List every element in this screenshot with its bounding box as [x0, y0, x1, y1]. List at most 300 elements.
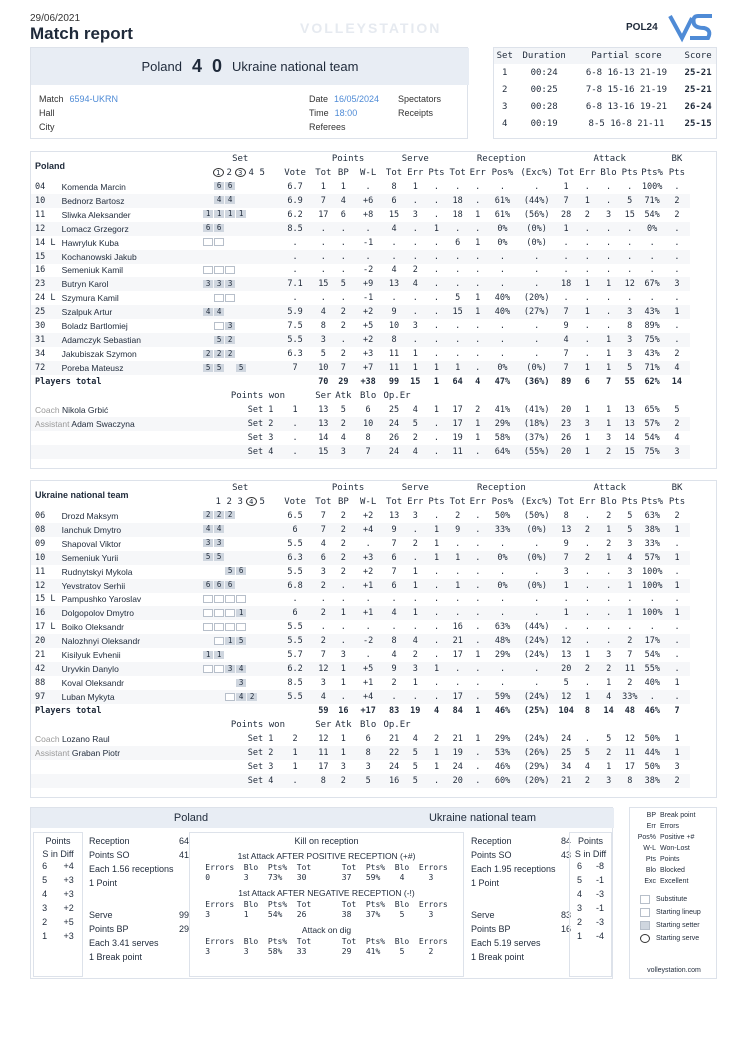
stat-cell: .	[584, 510, 590, 521]
stat-cell: 2	[674, 510, 680, 521]
sum-cell: 4	[584, 761, 590, 772]
stat-cell: 67%	[640, 277, 664, 291]
set-square: 6	[214, 224, 224, 232]
stat-cell: 1	[468, 305, 487, 319]
stat-cell: .	[534, 265, 540, 276]
set-cell: 8-5 16-8 21-11	[588, 118, 665, 129]
stat-cell: .	[664, 222, 690, 236]
set-summary-header	[31, 718, 716, 732]
rotation-s-in: 4	[576, 889, 582, 899]
stat-cell: .	[433, 678, 440, 689]
report-date: 29/06/2021	[30, 13, 81, 24]
player-number: 09	[35, 538, 46, 549]
stat-cell: 7	[391, 538, 397, 549]
stat-cell: 5	[619, 194, 640, 208]
player-number: 11	[35, 566, 46, 577]
stat-cell: .	[584, 678, 590, 689]
hdr-serve: Serve	[401, 482, 429, 493]
stat-cell: 2	[313, 579, 334, 593]
set-label: Set 2	[203, 417, 277, 431]
stat-cell: .	[391, 237, 397, 248]
stat-cell: .	[365, 538, 371, 549]
stat-cell: (0%)	[518, 523, 556, 537]
stat-cell: 33%	[644, 538, 660, 549]
set-label: Set 2	[203, 746, 277, 760]
site-link[interactable]: volleystation.com	[647, 967, 701, 974]
set-cell: 4	[502, 118, 508, 129]
stat-cell: .	[433, 510, 440, 521]
stat-cell: 2	[627, 678, 633, 689]
stat-cell: .	[584, 265, 590, 276]
set-square	[203, 294, 213, 302]
rotation-s-in: 4	[42, 889, 48, 899]
stat-cell: 100%	[642, 580, 663, 591]
rotation-s-in: 2	[42, 917, 48, 927]
set-square	[214, 637, 224, 645]
stat-cell: 8	[627, 321, 633, 332]
stat-cell: 9	[383, 662, 404, 676]
set-cell: 25-21	[684, 84, 712, 95]
kill-right-header: Tot Pts% Blo Errors	[341, 900, 448, 909]
stat-cell: .	[649, 293, 655, 304]
legend-key: Pos%	[637, 834, 656, 841]
sum-cell: 64%	[487, 445, 518, 459]
set-square: 6	[214, 581, 224, 589]
sum-cell: 5	[405, 417, 426, 431]
stat-cell: .	[475, 265, 481, 276]
total-cell: (25%)	[523, 705, 550, 716]
stat-cell: 7	[391, 566, 397, 577]
stat-cell: 2	[412, 265, 418, 276]
stat-cell: .	[598, 305, 619, 319]
stat-cell: .	[468, 361, 487, 375]
player-row	[31, 620, 716, 634]
stat-cell: 38%	[640, 523, 664, 537]
set-number: 3	[235, 168, 246, 177]
stat-cell: 1	[577, 690, 598, 704]
sum-cell: 5	[353, 774, 384, 788]
total-cell: 55	[624, 376, 635, 387]
kill-left-values: 3 1 54% 26	[205, 910, 307, 919]
set-square: 1	[225, 637, 235, 645]
stat-cell: .	[606, 594, 612, 605]
stat-cell: .	[468, 662, 487, 676]
sum-cell: 57%	[640, 417, 664, 431]
rotation-s-in: 5	[42, 875, 48, 885]
stat-label: Each 5.19 serves	[471, 938, 541, 948]
set-square: 4	[236, 693, 246, 701]
kill-left-header: Errors Blo Pts% Tot	[205, 863, 312, 872]
stat-cell: 7	[563, 349, 569, 360]
set-score-row	[494, 64, 716, 81]
stat-cell: +2	[363, 566, 374, 577]
stat-cell: 7	[627, 650, 633, 661]
set-square: 1	[225, 210, 235, 218]
stat-cell: 1	[426, 222, 447, 236]
stat-cell: .	[468, 333, 487, 347]
total-cell: 84	[452, 705, 463, 716]
stat-cell: 63%	[494, 622, 511, 633]
stat-cell: 11	[383, 361, 404, 375]
set-square	[203, 266, 213, 274]
stat-cell: 43%	[640, 305, 664, 319]
total-cell: 14	[671, 376, 682, 387]
set-square	[236, 595, 246, 603]
staff-cell	[31, 445, 203, 459]
hdr-attack: Attack	[593, 482, 627, 493]
page-title: Match report	[30, 24, 133, 43]
sum-cell: 4	[405, 445, 426, 459]
kill-left-header: Errors Blo Pts% Tot	[205, 937, 312, 946]
set-number: 1	[215, 496, 221, 507]
rotation-row	[34, 915, 82, 929]
stat-cell: .	[619, 222, 640, 236]
starting-setter-icon	[640, 921, 650, 930]
stat-cell: 2	[391, 678, 397, 689]
stat-cell: .	[447, 606, 468, 620]
stat-cell: .	[475, 181, 481, 192]
col-duration: Duration	[515, 48, 572, 64]
set-square	[203, 567, 213, 575]
stat-cell: .	[563, 237, 569, 248]
sum-cell: 6	[365, 733, 371, 744]
stat-cell: 33%	[487, 523, 518, 537]
sum-cell: 25	[556, 746, 577, 760]
stat-cell: .	[426, 333, 447, 347]
set-squares	[203, 222, 277, 236]
sum-header: Op.Er	[383, 719, 411, 730]
kill-section-values	[190, 863, 463, 883]
total-cell: 64	[452, 376, 463, 387]
stat-cell: .	[433, 321, 440, 332]
stat-cell: 2	[313, 606, 334, 620]
legend-desc: Starting serve	[656, 935, 700, 942]
stat-label: 1 Break point	[89, 952, 143, 962]
away-points-rotation	[569, 832, 612, 977]
stat-cell: 2	[340, 349, 346, 360]
player-number: 30	[35, 321, 46, 332]
team-table-ukraine	[30, 480, 717, 798]
stat-cell: 54%	[644, 209, 660, 220]
stat-cell: 3	[605, 209, 612, 220]
sum-cell: 2	[412, 432, 418, 443]
stat-cell: 4	[313, 690, 334, 704]
subheader-cell: W-L	[360, 496, 377, 507]
stat-cell: .	[605, 237, 612, 248]
stat-cell: 1	[598, 333, 619, 347]
set-squares	[203, 565, 277, 579]
stat-cell: 57%	[640, 551, 664, 565]
player-row	[31, 277, 716, 291]
player-name: Luban Mykyta	[62, 690, 203, 704]
stat-cell: .	[405, 222, 426, 236]
stat-cell: 1	[619, 606, 640, 620]
staff-cell	[31, 746, 203, 760]
player-name: Dolgopolov Dmytro	[62, 606, 203, 620]
rotation-diff: -1	[595, 903, 604, 913]
sum-cell: 15	[619, 445, 640, 459]
stat-cell: 12	[619, 277, 640, 291]
stat-cell: 1	[577, 361, 598, 375]
stat-cell: 2	[334, 305, 353, 319]
stat-cell: .	[433, 237, 440, 248]
player-number: 88	[35, 678, 46, 689]
staff-role: Assistant	[35, 747, 70, 758]
set-square	[236, 623, 246, 631]
stat-cell: 6.7	[287, 181, 303, 192]
sum-cell: 1	[426, 746, 447, 760]
subheader-cell: Pts%	[641, 496, 664, 507]
stat-value: 16	[560, 924, 571, 934]
sum-cell: 2	[334, 417, 353, 431]
set-square: 3	[203, 280, 213, 288]
sum-cell: 26	[560, 432, 572, 443]
legend-item	[634, 812, 714, 819]
stat-cell: .	[556, 250, 577, 264]
player-name: Komenda Marcin	[61, 181, 126, 192]
player-number: 12	[31, 222, 62, 236]
set-square	[214, 322, 224, 330]
stat-cell: +3	[353, 551, 384, 565]
player-number: 31	[31, 333, 62, 347]
player-name: Hawryluk Kuba	[61, 237, 119, 248]
stat-cell: 15	[388, 209, 400, 220]
stat-cell: (50%)	[523, 510, 550, 521]
sum-header: Ser	[315, 719, 332, 730]
set-square: 5	[203, 553, 213, 561]
scoreboard	[31, 48, 469, 85]
stat-cell: .	[487, 333, 518, 347]
stat-cell: .	[499, 566, 506, 577]
set-squares	[203, 305, 277, 319]
stat-cell: 3	[320, 566, 326, 577]
stat-cell: 54%	[644, 650, 660, 661]
player-number: 11	[35, 209, 46, 220]
set-label: Set 1	[247, 733, 274, 744]
points-won-label: Points won	[230, 390, 285, 401]
set-square: 1	[214, 651, 224, 659]
hall-label: Hall	[39, 108, 55, 118]
stat-cell: .	[468, 523, 487, 537]
sum-cell: 21	[452, 733, 463, 744]
legend-desc: Won-Lost	[660, 845, 690, 852]
player-row	[31, 565, 716, 579]
player-number: 17 L	[35, 622, 56, 633]
player-row	[31, 361, 716, 375]
stat-cell: 1	[577, 277, 598, 291]
sum-cell: 5	[405, 774, 426, 788]
stat-cell: .	[619, 250, 640, 264]
stat-cell: .	[365, 622, 371, 633]
stat-cell: 1	[619, 579, 640, 593]
set-square: 2	[225, 511, 235, 519]
stat-cell: .	[292, 293, 298, 304]
player-row	[31, 236, 716, 250]
sum-cell: 5	[606, 733, 612, 744]
set-square: 3	[214, 539, 224, 547]
kill-left-values: 0 3 73% 30	[205, 873, 307, 882]
hdr-reception: Reception	[476, 482, 526, 493]
kill-left-header: Errors Blo Pts% Tot	[205, 900, 312, 909]
stat-cell: .	[340, 237, 346, 248]
stat-cell: 6.9	[277, 194, 312, 208]
total-cell: 7	[674, 705, 680, 716]
stat-cell: +2	[363, 510, 374, 521]
hdr-points: Points	[331, 482, 365, 493]
rotation-s-in: 2	[576, 917, 582, 927]
hdr-attack: Attack	[593, 153, 626, 164]
set-summary-header	[31, 389, 716, 403]
sum-cell: (37%)	[523, 432, 550, 443]
player-name: Uryvkin Danylo	[62, 662, 203, 676]
stat-cell: .	[674, 237, 680, 248]
stat-cell: 6.2	[277, 662, 312, 676]
rotation-s-in: 3	[576, 903, 582, 913]
total-cell: 15	[410, 376, 421, 387]
set-square: 2	[214, 511, 224, 519]
stat-label: Each 3.41 serves	[89, 938, 159, 948]
stat-cell: 4	[313, 305, 334, 319]
subheader-cell: Tot	[449, 167, 466, 178]
rotation-diff: -3	[595, 889, 604, 899]
stat-cell: 5.5	[277, 634, 312, 648]
hdr-set: Set	[232, 153, 249, 164]
sum-cell: 11	[313, 746, 334, 760]
stat-cell: .	[584, 237, 590, 248]
set-square	[225, 623, 235, 631]
staff-role: Coach	[35, 733, 60, 744]
set-square: 1	[214, 210, 224, 218]
total-cell: 1	[475, 705, 481, 716]
sum-cell: 15	[313, 445, 334, 459]
stat-cell: 1	[426, 361, 447, 375]
set-square: 5	[203, 364, 213, 372]
home-team-name: Poland	[141, 59, 182, 74]
stat-cell: 2	[334, 551, 353, 565]
stat-cell: .	[475, 622, 481, 633]
legend-item	[634, 823, 714, 830]
stat-cell: 2	[412, 650, 418, 661]
legend-marker-starting_serve	[634, 934, 714, 943]
stat-cell: 9	[447, 523, 468, 537]
stat-cell: .	[292, 265, 298, 276]
subheader-cell: Pts	[621, 496, 638, 507]
set-cell: 25-15	[684, 118, 712, 129]
total-cell: 7	[605, 376, 612, 387]
stat-cell: .	[468, 606, 487, 620]
stat-cell: 100%	[642, 608, 663, 619]
stat-cell: 5	[334, 277, 353, 291]
col-set: Set	[494, 48, 515, 64]
set-score-row	[494, 115, 716, 132]
rotation-row	[570, 859, 611, 873]
stat-cell: 1	[412, 566, 418, 577]
sum-cell: 3	[340, 761, 346, 772]
set-summary-row	[31, 760, 716, 774]
stat-cell: .	[383, 690, 404, 704]
match-id: Match 6594-UKRN	[39, 94, 119, 104]
stat-cell: 1	[664, 523, 690, 537]
sum-header: Blo	[360, 719, 377, 730]
stat-cell: 6	[383, 194, 404, 208]
stat-cell: 3	[405, 662, 426, 676]
player-name: Pampushko Yaroslav	[61, 594, 142, 605]
set-numbers	[203, 166, 277, 180]
stat-cell: .	[518, 606, 556, 620]
stat-cell: 29%	[494, 650, 511, 661]
stat-cell: 7	[556, 194, 577, 208]
player-name: Nalozhnyi Oleksandr	[62, 634, 203, 648]
stat-cell: 7	[556, 305, 577, 319]
stat-label: Points SO	[471, 850, 512, 860]
sum-cell: 4	[340, 432, 346, 443]
stat-cell: .	[640, 690, 664, 704]
sum-cell: 13	[619, 417, 640, 431]
stat-cell: 17	[318, 209, 329, 220]
player-number: 08	[31, 523, 62, 537]
set-square: 6	[203, 224, 213, 232]
stat-cell: .	[499, 321, 505, 332]
stat-cell: .	[563, 594, 569, 605]
rotation-diff: -4	[595, 931, 604, 941]
total-cell: 70	[318, 376, 329, 387]
sum-cell: .	[426, 774, 447, 788]
subheader-cell: Pts%	[641, 167, 663, 178]
stat-cell: 16	[452, 622, 463, 633]
set-square	[203, 665, 213, 673]
stat-cell: 0%	[487, 551, 518, 565]
sum-cell: 26	[388, 432, 400, 443]
player-name: Semeniuk Kamil	[61, 265, 124, 276]
stat-cell: 1	[664, 305, 690, 319]
sum-cell: 1	[475, 733, 481, 744]
sum-cell: 1	[606, 761, 612, 772]
stat-cell: 1	[475, 209, 481, 220]
subheader-cell: Tot	[315, 496, 332, 507]
sum-cell: .	[468, 445, 487, 459]
stat-cell: 1	[433, 538, 440, 549]
stat-cell: 0%	[487, 361, 518, 375]
sum-cell: 29%	[494, 733, 511, 744]
set-number: 3	[237, 496, 243, 507]
stat-cell: 3	[320, 678, 326, 689]
set-square: 5	[214, 553, 224, 561]
sum-cell: 19	[447, 746, 468, 760]
set-square: 2	[225, 350, 235, 358]
stat-cell: 0%	[487, 579, 518, 593]
stat-cell: .	[563, 622, 569, 633]
stat-cell: 5	[455, 293, 461, 304]
sum-cell: 16	[383, 774, 404, 788]
sum-cell: 1	[674, 733, 680, 744]
stat-cell: +9	[353, 277, 384, 291]
set-squares	[203, 180, 277, 194]
stat-cell: 1	[334, 662, 353, 676]
col-score: Score	[680, 48, 716, 64]
match-info	[30, 47, 468, 139]
stat-cell: .	[577, 250, 598, 264]
stat-cell: 1	[556, 579, 577, 593]
stat-row	[89, 922, 189, 936]
hdr-serve: Serve	[401, 153, 429, 164]
stat-cell: +3	[362, 349, 374, 360]
player-row	[31, 208, 716, 222]
header-row	[31, 481, 716, 495]
stat-cell: 1	[340, 181, 346, 192]
sum-cell: 2	[664, 774, 690, 788]
stat-cell: +1	[353, 579, 384, 593]
subheader-cell: Tot	[385, 167, 403, 178]
